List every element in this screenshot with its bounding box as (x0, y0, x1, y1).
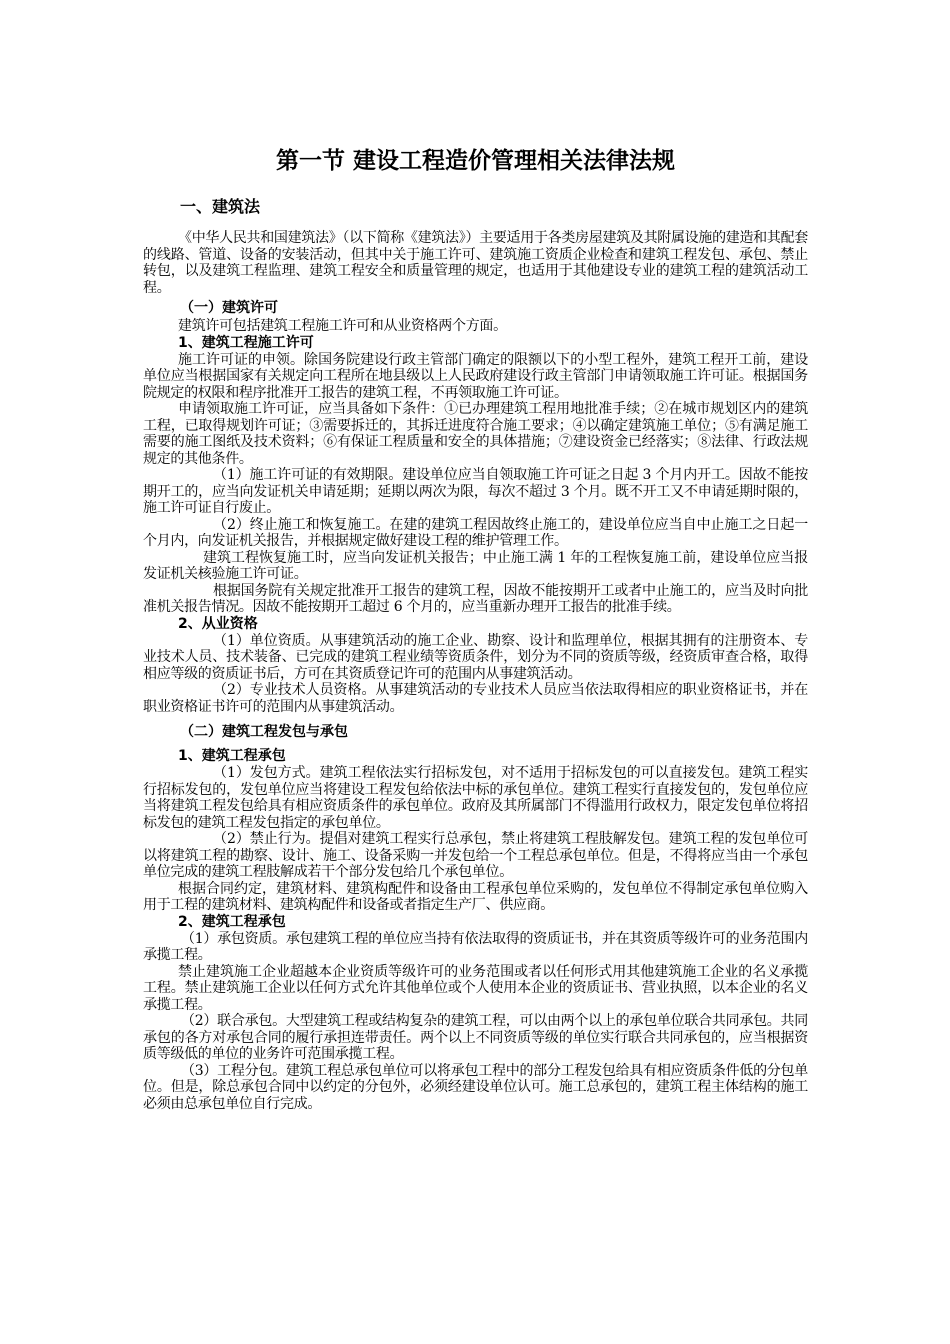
subheading-qualification: 2、从业资格 (178, 615, 258, 632)
paragraph-permit-intro: 建筑许可包括建筑工程施工许可和从业资格两个方面。 (178, 318, 507, 334)
paragraph-award-method: （1）发包方式。建筑工程依法实行招标发包，对不适用于招标发包的可以直接发包。建筑工程实行招标发包的，发包单位应当将建设工程发包给依法中标的承包单位。建筑工程实行直接发包的，发包单位应当将建筑工程发包给具有相应资质条件的承包单位。政府及其所属部门不得滥用行政权力，限定发包单位将招标发包的建筑工程发包指定的承包单位。 (143, 765, 808, 831)
page-title: 第一节 建设工程造价管理相关法律法规 (275, 148, 675, 174)
paragraph-permit-application: 施工许可证的申领。除国务院建设行政主管部门确定的限额以下的小型工程外，建筑工程开工前，建设单位应当根据国家有关规定向工程所在地县级以上人民政府建设行政主管部门申请领取施工许可证。根据国务院规定的权限和程序批准开工报告的建筑工程，不再领取施工许可证。 (143, 351, 808, 401)
paragraph-permit-report: 根据国务院有关规定批准开工报告的建筑工程，因故不能按期开工或者中止施工的，应当及时向批准机关报告情况。因故不能按期开工超过 6 个月的，应当重新办理开工报告的批准手续。 (143, 582, 808, 615)
paragraph-permit-conditions: 申请领取施工许可证，应当具备如下条件：①已办理建筑工程用地批准手续；②在城市规划区内的建筑工程，已取得规划许可证；③需要拆迁的，其拆迁进度符合施工要求；④以确定建筑施工单位；⑤有满足施工需要的施工图纸及技术资料；⑥有保证工程质量和安全的具体措施；⑦建设资金已经落实；⑧法律、行政法规规定的其他条件。 (143, 401, 808, 467)
section-heading-building-law: 一、建筑法 (180, 197, 261, 216)
paragraph-joint-contracting: （2）联合承包。大型建筑工程或结构复杂的建筑工程，可以由两个以上的承包单位联合共同承包。共同承包的各方对承包合同的履行承担连带责任。两个以上不同资质等级的单位实行联合共同承包的，应当根据资质等级低的单位的业务许可范围承揽工程。 (143, 1013, 808, 1062)
paragraph-permit-resume: 建筑工程恢复施工时，应当向发证机关报告；中止施工满 1 年的工程恢复施工前，建设单位应当报发证机关核验施工许可证。 (143, 549, 808, 582)
paragraph-intro: 《中华人民共和国建筑法》（以下简称《建筑法》）主要适用于各类房屋建筑及其附属设施的建造和其配套的线路、管道、设备的安装活动，但其中关于施工许可、建筑施工资质企业检查和建筑工程发包、承包、禁止转包，以及建筑工程监理、建筑工程安全和质量管理的规定，也适用于其他建设专业的建筑工程的建筑活动工程。 (143, 230, 808, 296)
paragraph-contractor-qualification: （1）承包资质。承包建筑工程的单位应当持有依法取得的资质证书，并在其资质等级许可的业务范围内承揽工程。 (143, 930, 808, 963)
paragraph-permit-suspension: （2）终止施工和恢复施工。在建的建筑工程因故终止施工的，建设单位应当自中止施工之日起一个月内，向发证机关报告，并根据规定做好建设工程的维护管理工作。 (143, 516, 808, 549)
paragraph-unit-qualification: （1）单位资质。从事建筑活动的施工企业、勘察、设计和监理单位，根据其拥有的注册资本、专业技术人员、技术装备、已完成的建筑工程业绩等资质条件，划分为不同的资质等级，经资质审查合格，取得相应等级的资质证书后，方可在其资质登记许可的范围内从事建筑活动。 (143, 632, 808, 682)
paragraph-materials: 根据合同约定，建筑材料、建筑构配件和设备由工程承包单位采购的，发包单位不得制定承包单位购入用于工程的建筑材料、建筑构配件和设备或者指定生产厂、供应商。 (143, 880, 808, 913)
subheading-contract-award: 1、建筑工程承包 (178, 748, 286, 764)
paragraph-permit-validity: （1）施工许可证的有效期限。建设单位应当自领取施工许可证之日起 3 个月内开工。因故不能按期开工的，应当向发证机关申请延期；延期以两次为限，每次不超过 3 个月。既不开工又不申请延期时限的，施工许可证自行废止。 (143, 467, 808, 516)
subheading-construction-permit: 1、建筑工程施工许可 (178, 334, 314, 351)
subsection-heading-contracting: （二）建筑工程发包与承包 (180, 724, 348, 740)
subheading-contractor: 2、建筑工程承包 (178, 913, 286, 930)
paragraph-staff-qualification: （2）专业技术人员资格。从事建筑活动的专业技术人员应当依法取得相应的职业资格证书，并在职业资格证书许可的范围内从事建筑活动。 (143, 682, 808, 715)
paragraph-contractor-prohibition: 禁止建筑施工企业超越本企业资质等级许可的业务范围或者以任何形式用其他建筑施工企业的名义承揽工程。禁止建筑施工企业以任何方式允许其他单位或个人使用本企业的资质证书、营业执照，以本企业的名义承揽工程。 (143, 963, 808, 1013)
paragraph-subcontracting: （3）工程分包。建筑工程总承包单位可以将承包工程中的部分工程发包给具有相应资质条件低的分包单位。但是，除总承包合同中以约定的分包外，必须经建设单位认可。施工总承包的，建筑工程主体结构的施工必须由总承包单位自行完成。 (143, 1062, 808, 1112)
document-body (143, 144, 808, 1112)
paragraph-prohibited-acts: （2）禁止行为。提倡对建筑工程实行总承包，禁止将建筑工程肢解发包。建筑工程的发包单位可以将建筑工程的勘察、设计、施工、设备采购一并发包给一个工程总承包单位。但是，不得将应当由一个承包单位完成的建筑工程肢解成若干个部分发包给几个承包单位。 (143, 831, 808, 880)
subsection-heading-building-permit: （一）建筑许可 (180, 300, 278, 316)
